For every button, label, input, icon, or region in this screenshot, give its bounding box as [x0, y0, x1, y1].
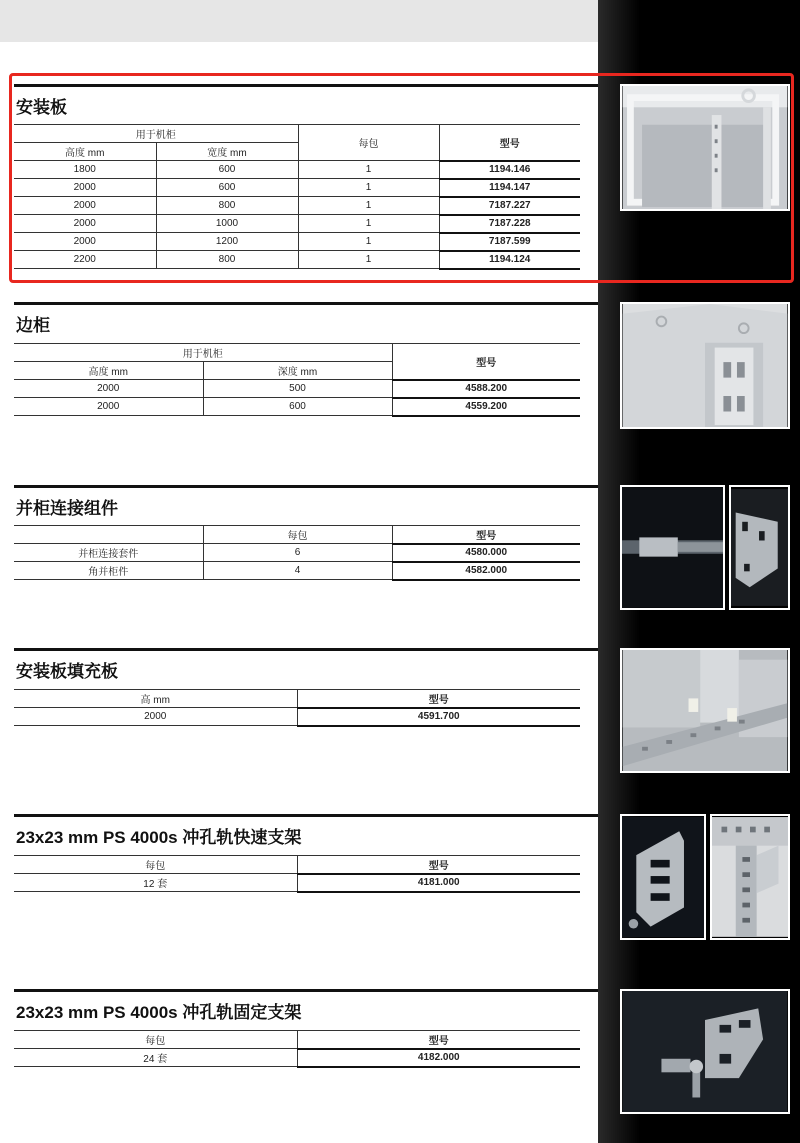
col-header: 型号	[392, 526, 580, 544]
side-panel-photo	[620, 302, 790, 429]
section-title: 安装板	[16, 98, 67, 117]
spec-table	[14, 525, 580, 581]
cell: 2000	[14, 380, 203, 398]
section-rail-fixing-bracket	[14, 989, 598, 1079]
section-rail-quick-bracket	[14, 814, 598, 904]
model-number: 7187.599	[439, 233, 580, 251]
cell: 1	[298, 233, 439, 251]
cell: 1	[298, 197, 439, 215]
section-filler-plate	[14, 648, 598, 738]
spec-table	[14, 343, 580, 417]
cell: 500	[203, 380, 392, 398]
cell: 600	[203, 398, 392, 416]
cell: 1	[298, 215, 439, 233]
table-row	[14, 380, 580, 398]
table-row	[14, 874, 580, 892]
cell: 800	[156, 251, 298, 269]
col-header: 宽度 mm	[156, 143, 298, 161]
col-header: 高度 mm	[14, 143, 156, 161]
cell: 2200	[14, 251, 156, 269]
cell: 800	[156, 197, 298, 215]
section-baying-kit	[14, 485, 598, 585]
cell: 24 套	[14, 1049, 297, 1067]
rail-bracket-photo	[620, 814, 706, 940]
model-number: 4591.700	[297, 708, 580, 726]
cell: 600	[156, 179, 298, 197]
cell: 6	[203, 544, 392, 562]
section-title: 23x23 mm PS 4000s 冲孔轨快速支架	[16, 828, 302, 847]
col-header: 每包	[203, 526, 392, 544]
col-header: 每包	[14, 856, 297, 874]
col-header: 每包	[14, 1031, 297, 1049]
group-header: 用于机柜	[14, 125, 298, 143]
cell: 角并柜件	[14, 562, 203, 580]
corner-baying-photo	[729, 485, 790, 610]
section-title: 23x23 mm PS 4000s 冲孔轨固定支架	[16, 1003, 302, 1022]
section-side-panel	[14, 302, 598, 422]
cell: 2000	[14, 233, 156, 251]
cell: 2000	[14, 197, 156, 215]
header-bar	[0, 0, 598, 42]
cell: 1800	[14, 161, 156, 179]
cell: 2000	[14, 215, 156, 233]
model-number: 1194.147	[439, 179, 580, 197]
cell: 并柜连接套件	[14, 544, 203, 562]
table-row	[14, 708, 580, 726]
col-header: 型号	[439, 125, 580, 161]
section-title: 安装板填充板	[16, 662, 118, 681]
model-number: 4559.200	[392, 398, 580, 416]
cell: 2000	[14, 179, 156, 197]
group-header: 用于机柜	[14, 344, 392, 362]
col-header	[14, 526, 203, 544]
baying-kit-photo	[620, 485, 725, 610]
section-title: 边柜	[16, 316, 50, 335]
model-number: 7187.227	[439, 197, 580, 215]
cell: 2000	[14, 708, 297, 726]
section-title: 并柜连接组件	[16, 499, 118, 518]
model-number: 7187.228	[439, 215, 580, 233]
table-row	[14, 1049, 580, 1067]
model-number: 4582.000	[392, 562, 580, 580]
model-number: 4182.000	[297, 1049, 580, 1067]
cell: 1	[298, 161, 439, 179]
cell: 1200	[156, 233, 298, 251]
model-number: 4588.200	[392, 380, 580, 398]
col-header: 型号	[297, 856, 580, 874]
punched-rail-photo	[710, 814, 790, 940]
col-header: 高度 mm	[14, 362, 203, 380]
cell: 2000	[14, 398, 203, 416]
model-number: 4580.000	[392, 544, 580, 562]
cell: 12 套	[14, 874, 297, 892]
spec-table	[14, 689, 580, 727]
filler-plate-photo	[620, 648, 790, 773]
col-header: 高 mm	[14, 690, 297, 708]
spec-table	[14, 855, 580, 893]
col-header: 型号	[297, 690, 580, 708]
col-header: 型号	[297, 1031, 580, 1049]
spec-table	[14, 1030, 580, 1068]
table-row	[14, 562, 580, 580]
cell: 1000	[156, 215, 298, 233]
cell: 600	[156, 161, 298, 179]
table-row	[14, 398, 580, 416]
model-number: 1194.124	[439, 251, 580, 269]
col-header: 深度 mm	[203, 362, 392, 380]
cell: 4	[203, 562, 392, 580]
model-number: 4181.000	[297, 874, 580, 892]
cell: 1	[298, 179, 439, 197]
cell: 1	[298, 251, 439, 269]
col-header: 型号	[392, 344, 580, 380]
model-number: 1194.146	[439, 161, 580, 179]
mounting-plate-photo	[620, 84, 790, 211]
col-header: 每包	[298, 125, 439, 161]
table-row	[14, 544, 580, 562]
fixing-bracket-photo	[620, 989, 790, 1114]
